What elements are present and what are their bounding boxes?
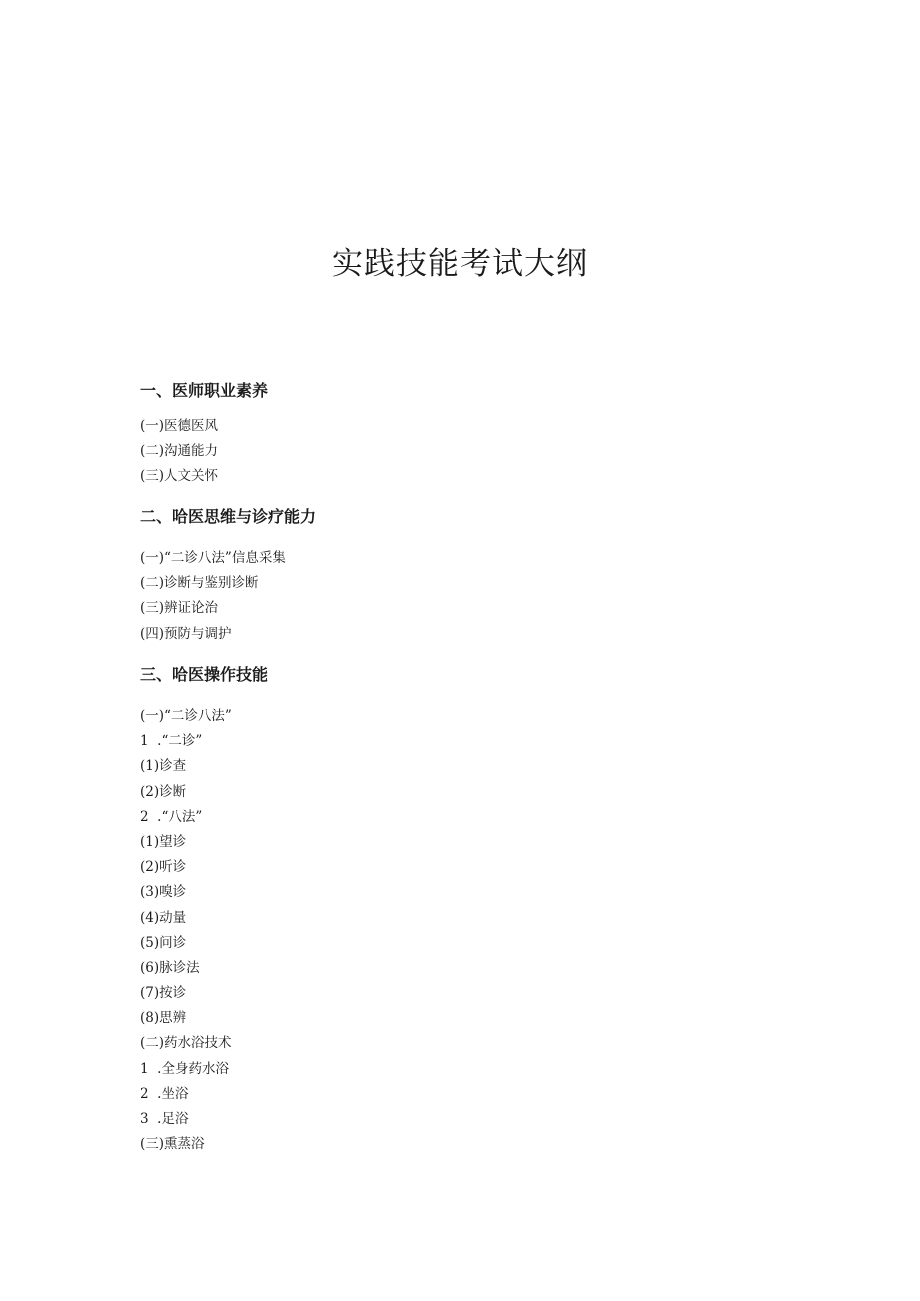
section-operation-skills [140, 663, 840, 1157]
list-item: (二)沟通能力 [140, 443, 219, 460]
list-item: (一)“二诊八法” [140, 708, 232, 724]
list-item: (2)诊断 [140, 783, 187, 800]
list-item: (2)听诊 [140, 859, 187, 876]
list-item: (二)诊断与鉴别诊断 [140, 575, 259, 592]
section-heading: 二、哈医思维与诊疗能力 [140, 507, 317, 526]
list-item: (三)熏蒸浴 [140, 1136, 205, 1153]
section-item-list [140, 546, 840, 647]
list-item: 2 .坐浴 [140, 1085, 189, 1102]
list-item: (一)“二诊八法”信息采集 [140, 550, 286, 566]
document-title: 实践技能考试大纲 [332, 246, 588, 282]
list-item: (4)动量 [140, 909, 187, 926]
list-item: (1)望诊 [140, 833, 187, 850]
section-heading: 一、医师职业素养 [140, 381, 269, 400]
section-item-list [140, 414, 840, 490]
list-item: (6)脉诊法 [140, 959, 200, 976]
list-item: (8)思辨 [140, 1010, 187, 1027]
list-item: 1 .全身药水浴 [140, 1060, 229, 1077]
section-item-list [140, 704, 840, 1157]
list-item: (二)药水浴技术 [140, 1035, 232, 1052]
list-item: (7)按诊 [140, 985, 187, 1002]
list-item: 2 .“八法” [140, 808, 203, 825]
section-professional-quality [140, 379, 840, 490]
list-item: (5)问诊 [140, 934, 187, 951]
list-item: (四)预防与调护 [140, 625, 232, 642]
section-heading: 三、哈医操作技能 [140, 665, 269, 684]
list-item: 1 .“二诊” [140, 733, 203, 750]
list-item: (三)辨证论治 [140, 600, 219, 617]
list-item: (1)诊查 [140, 758, 187, 775]
list-item: 3 .足浴 [140, 1111, 189, 1127]
section-diagnosis-ability [140, 505, 840, 647]
list-item: (三)人文关怀 [140, 468, 219, 485]
list-item: (一)医德医风 [140, 418, 219, 434]
list-item: (3)嗅诊 [140, 884, 187, 901]
